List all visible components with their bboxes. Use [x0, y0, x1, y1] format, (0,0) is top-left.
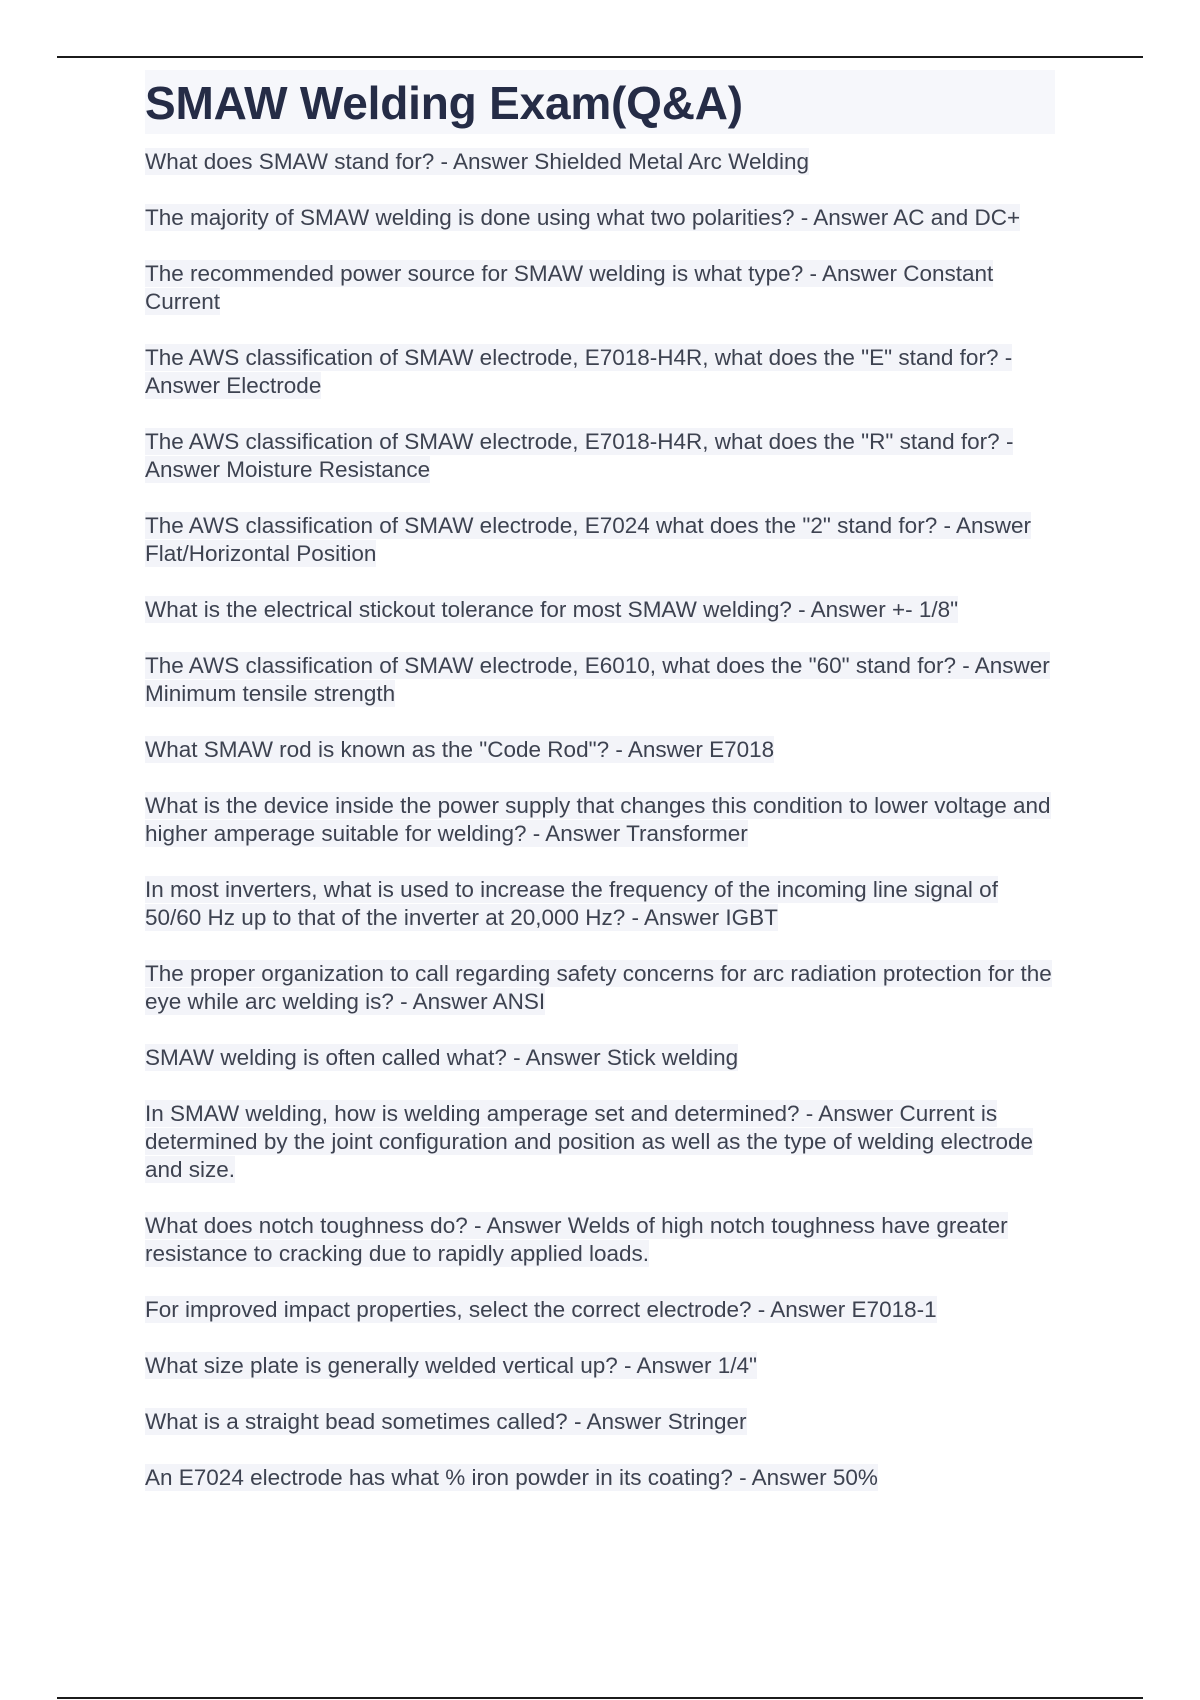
qa-list: [145, 148, 1055, 1492]
qa-item: [145, 960, 1055, 1016]
qa-text: What size plate is generally welded vertical up? - Answer 1/4": [145, 1353, 758, 1378]
qa-text: The AWS classification of SMAW electrode, E7024 what does the "2" stand for? - Answer Flat/Horizontal Position: [145, 513, 1031, 566]
qa-item: [145, 1296, 1055, 1324]
qa-text: What does SMAW stand for? - Answer Shielded Metal Arc Welding: [145, 149, 810, 174]
qa-item: [145, 204, 1055, 232]
qa-text: The AWS classification of SMAW electrode, E6010, what does the "60" stand for? - Answer Minimum tensile strength: [145, 653, 1050, 706]
qa-text: What does notch toughness do? - Answer Welds of high notch toughness have greater resistance to cracking due to rapidly applied loads.: [145, 1213, 1008, 1266]
qa-item: [145, 344, 1055, 400]
qa-text: For improved impact properties, select the correct electrode? - Answer E7018-1: [145, 1297, 937, 1322]
qa-text: What is the device inside the power supply that changes this condition to lower voltage and higher amperage suitable for welding? - Answer Transformer: [145, 793, 1051, 846]
qa-text: An E7024 electrode has what % iron powder in its coating? - Answer 50%: [145, 1465, 878, 1490]
qa-item: [145, 148, 1055, 176]
qa-item: [145, 876, 1055, 932]
qa-text: SMAW welding is often called what? - Answer Stick welding: [145, 1045, 739, 1070]
qa-text: The majority of SMAW welding is done using what two polarities? - Answer AC and DC+: [145, 205, 1021, 230]
qa-item: [145, 1464, 1055, 1492]
qa-text: In SMAW welding, how is welding amperage set and determined? - Answer Current is determined by the joint configuration and position as well as the type of welding electrode and size.: [145, 1101, 1034, 1182]
qa-item: [145, 596, 1055, 624]
qa-item: [145, 512, 1055, 568]
qa-item: [145, 1212, 1055, 1268]
qa-text: What is the electrical stickout tolerance for most SMAW welding? - Answer +- 1/8": [145, 597, 959, 622]
qa-text: In most inverters, what is used to increase the frequency of the incoming line signal of 50/60 Hz up to that of the inverter at 20,000 Hz? - Answer IGBT: [145, 877, 998, 930]
qa-text: The proper organization to call regarding safety concerns for arc radiation protection for the eye while arc welding is? - Answer ANSI: [145, 961, 1052, 1014]
qa-text: What SMAW rod is known as the "Code Rod"? - Answer E7018: [145, 737, 775, 762]
qa-item: [145, 652, 1055, 708]
qa-item: [145, 1044, 1055, 1072]
qa-item: [145, 792, 1055, 848]
qa-text: What is a straight bead sometimes called? - Answer Stringer: [145, 1409, 747, 1434]
qa-item: [145, 736, 1055, 764]
qa-item: [145, 428, 1055, 484]
document-body: [145, 70, 1055, 1520]
qa-text: The AWS classification of SMAW electrode, E7018-H4R, what does the "R" stand for? - Answer Moisture Resistance: [145, 429, 1014, 482]
qa-text: The recommended power source for SMAW welding is what type? - Answer Constant Current: [145, 261, 994, 314]
bottom-divider: [57, 1697, 1143, 1699]
title-banner: [145, 70, 1055, 134]
top-divider: [57, 56, 1143, 58]
qa-item: [145, 1100, 1055, 1184]
qa-item: [145, 1352, 1055, 1380]
qa-item: [145, 1408, 1055, 1436]
document-title: SMAW Welding Exam(Q&A): [145, 77, 743, 129]
qa-item: [145, 260, 1055, 316]
qa-text: The AWS classification of SMAW electrode, E7018-H4R, what does the "E" stand for? - Answer Electrode: [145, 345, 1013, 398]
